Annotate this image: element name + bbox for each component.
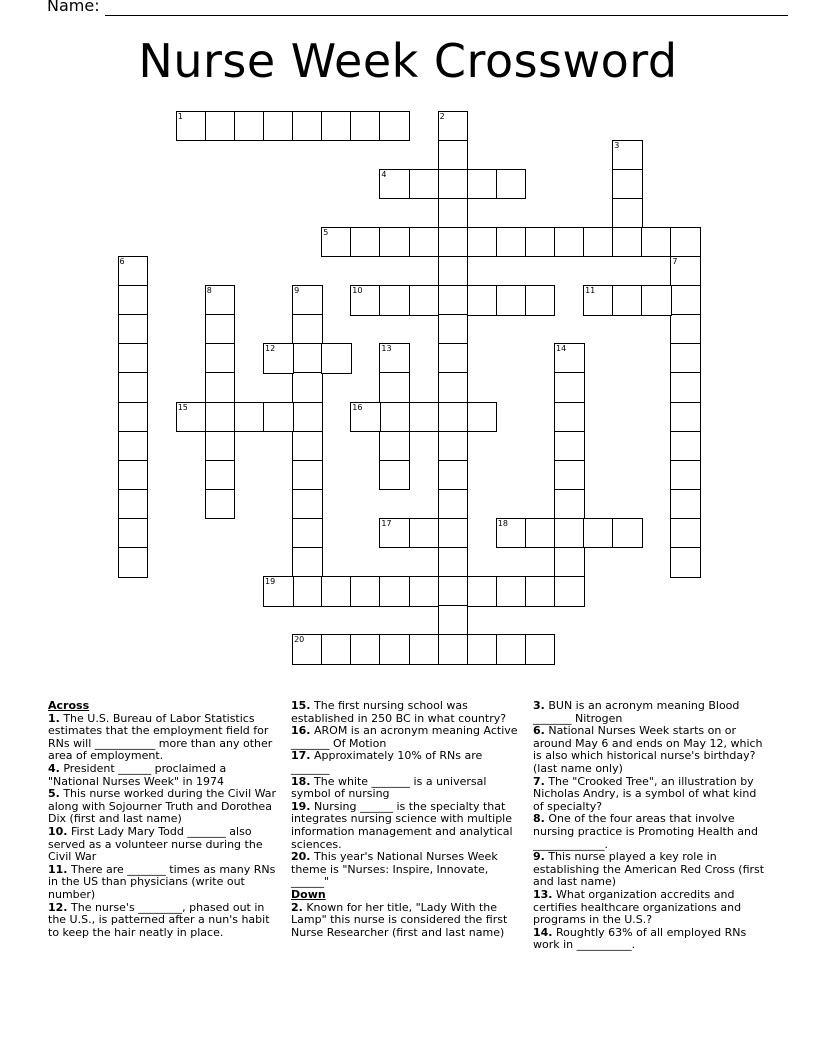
clue-text: BUN is an acronym meaning Blood _______ Nitrogen [533,699,740,725]
grid-cell[interactable] [409,518,440,549]
grid-cell[interactable] [379,372,410,403]
across-heading: Across [48,699,90,712]
clue-text: There are _______ times as many RNs in the US than physicians (write out number) [48,862,276,901]
grid-cell[interactable] [554,402,585,433]
clue-number: 6 [119,257,125,266]
down-clue-list-a [291,902,521,940]
grid-cell[interactable] [292,460,323,491]
clue-text: The white _______ is a universal symbol of nursing [291,774,487,801]
grid-cell[interactable] [670,343,701,374]
grid-cell[interactable] [438,634,469,665]
across-clue-list-a [48,713,278,940]
down-clue [533,700,769,725]
grid-cell[interactable] [176,402,207,433]
grid-cell[interactable] [525,227,556,258]
grid-cell[interactable] [379,634,410,665]
clue-number: 19 [265,577,276,587]
grid-cell[interactable] [554,547,585,578]
clue-number-label: 8. [533,812,545,826]
grid-cell[interactable] [438,285,469,316]
across-clue [291,851,521,889]
grid-cell[interactable] [467,634,498,665]
clue-number-label: 7. [533,774,545,788]
grid-cell[interactable] [554,227,585,258]
down-clue [291,902,521,940]
clue-number-label: 6. [533,724,545,738]
down-clue [533,851,769,889]
grid-cell[interactable] [379,169,410,200]
grid-cell[interactable] [612,227,643,258]
grid-cell[interactable] [438,140,469,171]
clue-text: First Lady Mary Todd _______ also served as a volunteer nurse during the Civil War [48,824,263,864]
grid-cell[interactable] [438,431,469,462]
grid-cell[interactable] [583,285,614,316]
grid-cell[interactable] [292,634,323,665]
clue-number-label: 17. [291,749,311,763]
grid-cell[interactable] [118,372,149,403]
grid-cell[interactable] [438,460,469,491]
grid-cell[interactable] [438,111,469,142]
down-clue [533,725,769,775]
clue-number-label: 15. [291,699,311,712]
grid-cell[interactable] [409,402,440,433]
grid-cell[interactable] [409,227,440,258]
grid-cell[interactable] [438,343,469,374]
clue-text: Known for her title, "Lady With the Lamp" this nurse is considered the first Nurse Researcher (first and last name) [291,900,508,939]
clue-text: Nursing ______ is the specialty that integrates nursing science with multiple information management and analytical sciences. [291,799,513,851]
clue-number: 8 [206,286,212,296]
across-clue [48,763,278,788]
grid-cell[interactable] [234,111,265,142]
grid-cell[interactable] [467,576,498,607]
clue-number: 13 [381,344,392,354]
clue-text: What organization accredits and certifies healthcare organizations and programs in the U.S.? [533,887,742,927]
grid-cell[interactable] [176,111,207,142]
grid-cell[interactable] [670,431,701,462]
grid-cell[interactable] [205,431,236,462]
clue-number: 12 [265,344,276,354]
grid-cell[interactable] [496,285,527,316]
grid-cell[interactable] [321,634,352,665]
grid-cell[interactable] [350,285,381,316]
across-clue-list-b [291,700,521,889]
grid-cell[interactable] [292,111,323,142]
grid-cell[interactable] [612,198,643,229]
grid-cell[interactable] [379,431,410,462]
clue-text: The "Crooked Tree", an illustration by Nicholas Andry, is a symbol of what kind of specialty? [533,774,757,813]
grid-cell[interactable] [467,169,498,200]
grid-cell[interactable] [205,489,236,520]
grid-cell[interactable] [350,111,381,142]
grid-cell[interactable] [379,576,410,607]
clue-number: 18 [497,518,508,528]
grid-cell[interactable] [118,402,149,433]
grid-cell[interactable] [670,547,701,578]
grid-cell[interactable] [438,256,469,287]
across-clue [48,902,278,940]
clue-text: AROM is an acronym meaning Active _______ Of Motion [291,724,518,750]
clue-number: 9 [294,286,300,296]
clue-text: This nurse played a key role in establishing the American Red Cross (first and last name) [533,850,765,889]
grid-cell[interactable] [670,372,701,403]
down-clue [533,927,769,952]
grid-cell[interactable] [118,460,149,491]
grid-cell[interactable] [118,547,149,578]
grid-cell[interactable] [350,576,381,607]
grid-cell[interactable] [438,198,469,229]
grid-cell[interactable] [379,518,410,549]
grid-cell[interactable] [438,372,469,403]
grid-cell[interactable] [292,431,323,462]
grid-cell[interactable] [205,314,236,345]
puzzle-title: Nurse Week Crossword [138,34,678,88]
grid-cell[interactable] [670,460,701,491]
grid-cell[interactable] [292,314,323,345]
grid-cell[interactable] [263,402,294,433]
grid-cell[interactable] [496,518,527,549]
grid-cell[interactable] [118,431,149,462]
clue-number-label: 16. [291,724,311,738]
clue-number-label: 18. [291,774,311,788]
grid-cell[interactable] [118,343,149,374]
grid-cell[interactable] [554,343,585,374]
clue-number-label: 20. [291,850,311,864]
grid-cell[interactable] [438,547,469,578]
grid-cell[interactable] [118,518,149,549]
clue-column-2 [291,700,521,939]
grid-cell[interactable] [670,285,701,316]
clue-number-label: 19. [291,799,311,813]
clue-number-label: 2. [291,900,303,914]
grid-cell[interactable] [409,285,440,316]
grid-cell[interactable] [496,576,527,607]
grid-cell[interactable] [350,227,381,258]
grid-cell[interactable] [292,285,323,316]
across-clue [291,725,521,750]
grid-cell[interactable] [438,605,469,636]
grid-cell[interactable] [438,227,469,258]
grid-cell[interactable] [670,314,701,345]
clue-text: The first nursing school was established in 250 BC in what country? [291,699,507,725]
across-clue [291,801,521,851]
grid-cell[interactable] [205,372,236,403]
grid-cell[interactable] [554,460,585,491]
grid-cell[interactable] [234,402,265,433]
clue-text: One of the four areas that involve nursing practice is Promoting Health and _____________. [533,812,758,851]
clue-text: The nurse's ________, phased out in the U.S., is patterned after a nun's habit to keep the hair neatly in place. [48,900,270,939]
clue-number: 11 [585,286,596,296]
clue-text: Roughtly 63% of all employed RNs work in __________. [533,925,747,952]
down-clue [533,813,769,851]
grid-cell[interactable] [292,547,323,578]
grid-cell[interactable] [118,256,149,287]
clue-text: President ______ proclaimed a "National Nurses Week" in 1974 [48,761,227,788]
down-clue [533,776,769,814]
grid-cell[interactable] [525,285,556,316]
grid-cell[interactable] [409,169,440,200]
grid-cell[interactable] [292,576,323,607]
down-heading: Down [291,887,326,901]
clue-number: 20 [294,635,305,645]
grid-cell[interactable] [554,372,585,403]
grid-cell[interactable] [438,489,469,520]
grid-cell[interactable] [496,227,527,258]
grid-cell[interactable] [263,576,294,607]
grid-cell[interactable] [670,489,701,520]
grid-cell[interactable] [409,634,440,665]
grid-cell[interactable] [525,634,556,665]
clue-number-label: 3. [533,699,545,712]
grid-cell[interactable] [496,169,527,200]
clue-number-label: 10. [48,824,68,838]
grid-cell[interactable] [292,489,323,520]
clue-number-label: 9. [533,850,545,864]
grid-cell[interactable] [583,518,614,549]
grid-cell[interactable] [350,402,381,433]
grid-cell[interactable] [670,227,701,258]
clue-number: 14 [556,344,567,354]
grid-cell[interactable] [467,227,498,258]
clue-text: National Nurses Week starts on or around May 6 and ends on May 12, which is also which historical nurse's birthday? (last name only) [533,724,763,775]
clue-number: 17 [381,518,392,528]
grid-cell[interactable] [292,372,323,403]
grid-cell[interactable] [379,402,410,433]
grid-cell[interactable] [118,314,149,345]
down-clue [533,889,769,927]
across-clue [48,788,278,826]
clue-text: The U.S. Bureau of Labor Statistics estimates that the employment field for RNs will ___________ more than any other area of employment. [48,711,273,763]
grid-cell[interactable] [438,518,469,549]
grid-cell[interactable] [321,111,352,142]
clue-number: 15 [177,402,188,412]
clue-number: 5 [323,227,329,237]
across-clue [48,713,278,763]
down-clue-list-b [533,700,769,952]
grid-cell[interactable] [118,285,149,316]
grid-cell[interactable] [205,402,236,433]
grid-cell[interactable] [379,343,410,374]
clue-column-1 [48,700,278,939]
grid-cell[interactable] [554,576,585,607]
grid-cell[interactable] [525,518,556,549]
grid-cell[interactable] [438,314,469,345]
grid-cell[interactable] [467,285,498,316]
grid-cell[interactable] [292,518,323,549]
grid-cell[interactable] [583,227,614,258]
grid-cell[interactable] [321,343,352,374]
clue-number: 4 [381,169,387,179]
grid-cell[interactable] [438,402,469,433]
clue-text: This nurse worked during the Civil War along with Sojourner Truth and Dorothea Dix (first and last name) [48,787,277,826]
clue-number-label: 5. [48,787,60,801]
grid-cell[interactable] [350,634,381,665]
clue-number-label: 12. [48,900,68,914]
grid-cell[interactable] [205,111,236,142]
grid-cell[interactable] [612,518,643,549]
grid-cell[interactable] [525,576,556,607]
across-clue [48,864,278,902]
across-clue [291,776,521,801]
grid-cell[interactable] [496,634,527,665]
grid-cell[interactable] [670,402,701,433]
grid-cell[interactable] [554,518,585,549]
clue-text: This year's National Nurses Week theme is "Nurses: Inspire, Innovate, ______" [291,850,498,889]
grid-cell[interactable] [321,227,352,258]
clue-text: Approximately 10% of RNs are _______ [291,749,483,775]
grid-cell[interactable] [205,285,236,316]
grid-cell[interactable] [670,518,701,549]
clue-number: 2 [439,111,445,121]
grid-cell[interactable] [554,431,585,462]
across-clue [291,700,521,725]
grid-cell[interactable] [379,285,410,316]
grid-cell[interactable] [670,256,701,287]
across-clue [291,750,521,775]
grid-cell[interactable] [379,111,410,142]
grid-cell[interactable] [118,489,149,520]
grid-cell[interactable] [263,343,294,374]
clue-number: 3 [614,140,620,150]
grid-cell[interactable] [438,169,469,200]
grid-cell[interactable] [409,576,440,607]
grid-cell[interactable] [467,402,498,433]
grid-cell[interactable] [438,576,469,607]
grid-cell[interactable] [321,576,352,607]
grid-cell[interactable] [379,460,410,491]
name-label: Name: [47,0,100,15]
clue-number: 1 [177,111,183,121]
clue-number: 7 [672,257,678,266]
grid-cell[interactable] [641,285,672,316]
grid-cell[interactable] [379,227,410,258]
clue-column-3 [533,700,769,952]
clue-number-label: 13. [533,887,553,901]
grid-cell[interactable] [263,111,294,142]
across-clue [48,826,278,864]
clue-number: 16 [352,402,363,412]
grid-cell[interactable] [292,402,323,433]
clue-number-label: 11. [48,862,68,876]
grid-cell[interactable] [205,343,236,374]
clue-number-label: 1. [48,711,60,725]
grid-cell[interactable] [292,343,323,374]
grid-cell[interactable] [612,285,643,316]
clue-number: 10 [352,286,363,296]
clue-number-label: 14. [533,925,553,939]
grid-cell[interactable] [205,460,236,491]
grid-cell[interactable] [612,140,643,171]
grid-cell[interactable] [554,489,585,520]
grid-cell[interactable] [612,169,643,200]
grid-cell[interactable] [641,227,672,258]
clue-number-label: 4. [48,761,60,775]
